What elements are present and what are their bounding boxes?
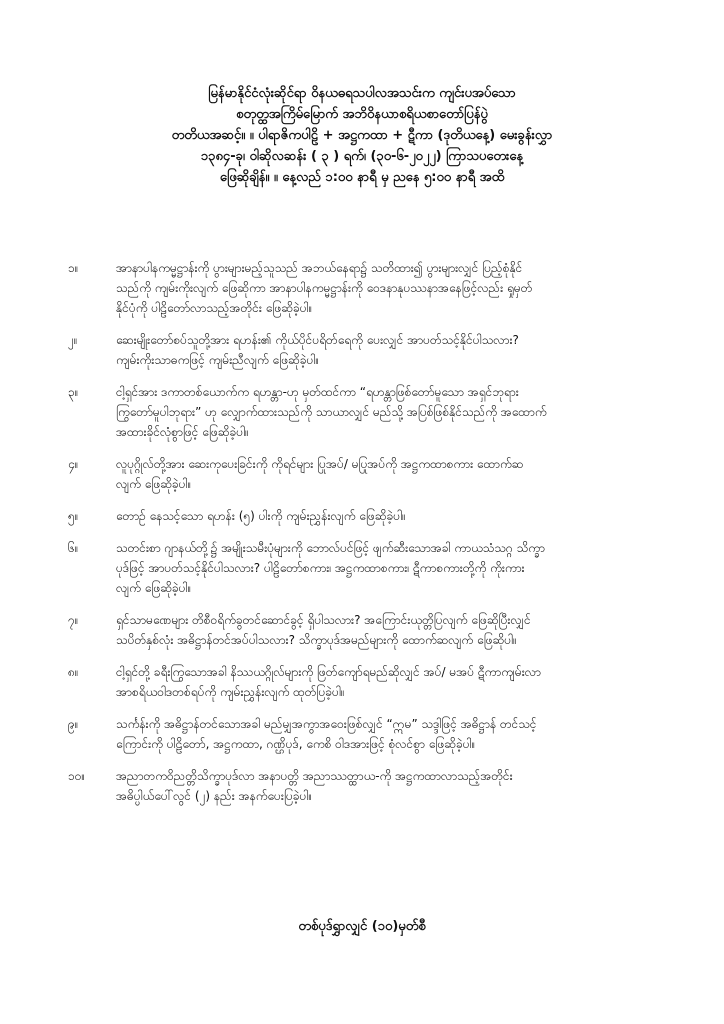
header-line-event: စတုတ္ထအကြိမ်မြောက် အဘိဝိနယာစရိယစာတော်ပြန်ပွဲ [236, 107, 488, 122]
header-line-date: ၁၃၈၄-ခု၊ ဝါဆိုလဆန်း ( ၃ ) ရက်၊ (၃၀-၆-၂၀၂၂) ကြာသပတေးနေ့ [200, 149, 524, 164]
question-item [0, 382, 724, 442]
question-line: အာစရိယဝါဒတစ်ရပ်ကို ကျမ်းညွှန်းလျက် ထုတ်ပြခဲ့ပါ။ [116, 685, 345, 699]
question-line: အဓိပ္ပါယ်ပေါ်လွင် (၂) နည်း အနက်ပေးပြခဲ့ပါ။ [116, 789, 313, 803]
question-number: ၉။ [68, 717, 79, 731]
question-text [116, 538, 656, 598]
question-item [0, 662, 724, 702]
question-item [0, 454, 724, 494]
question-item [0, 610, 724, 650]
question-number: ၁၀။ [68, 769, 86, 783]
question-line: ငါ့ရှင်အား ဒကာတစ်ယောက်က ရဟန္တာ-ဟု မှတ်ထင်ကာ “ရဟန္တာဖြစ်တော်မူသော အရှင်ဘုရား [116, 385, 519, 399]
question-text [116, 714, 656, 754]
question-number: ၈။ [68, 665, 79, 679]
question-line: သတင်းစာ ဂျာနယ်တို့၌ အမျိုးသမီးပုံများကို ဘောလ်ပင်ဖြင့် ဖျက်ဆီးသောအခါ ကာယသံသဂ္ဂ သိက္ခာ [116, 541, 545, 555]
question-line: ဆေးမျိုးတော်စပ်သူတို့အား ရဟန်း၏ ကိုယ်ပိုင်ပရိတ်ရေကို ပေးလျှင် အာပတ်သင့်နိုင်ပါသလား? [116, 333, 519, 347]
exam-header [0, 83, 724, 188]
question-line: အညာတကဝိညတ္တိသိက္ခာပုဒ်လာ အနာပတ္တိ အညာဿတ္ထာယ-ကို အဋ္ဌကထာလာသည့်အတိုင်း [116, 769, 513, 783]
question-line: သပိတ်နှစ်လုံး အဓိဋ္ဌာန်တင်အပ်ပါသလား? သိက္ခာပုဒ်အမည်များကို ထောက်ဆလျက် ဖြေဆိုပါ။ [116, 633, 517, 647]
header-line-organizer: မြန်မာနိုင်ငံလုံးဆိုင်ရာ ဝိနယဓရသပါလအသင်းက ကျင်းပအပ်သော [208, 86, 516, 101]
question-text [116, 506, 656, 526]
question-item [0, 258, 724, 318]
question-item [0, 506, 724, 526]
question-number: ၇။ [68, 613, 79, 627]
question-line: ကြောင်းကို ပါဠိတော်, အဋ္ဌကထာ, ဂဏ္ဌိပုဒ်, ကေစိ ဝါဒအားဖြင့် စုံလင်စွာ ဖြေဆိုခဲ့ပါ။ [116, 737, 476, 751]
question-text [116, 454, 656, 494]
question-text [116, 258, 656, 318]
question-line: လျက် ဖြေဆိုခဲ့ပါ။ [116, 477, 192, 491]
question-line: လူပုဂ္ဂိုလ်တို့အား ဆေးကုပေးခြင်းကို ကိုရင်များ ပြုအပ်/ မပြုအပ်ကို အဋ္ဌကထာစကား ထောက်ဆ [116, 457, 524, 471]
question-number: ၆။ [68, 541, 79, 555]
question-line: ငါ့ရှင်တို့ ခရီးကြွသောအခါ နိဿယဂ္ဂိုလ်များကို ဖြတ်ကျော်ရမည်ဆိုလျှင် အပ်/ မအပ် ဋီကာကျမ်းလာ [116, 665, 541, 679]
question-number: ၄။ [68, 457, 79, 471]
question-line: သည်ကို ကျမ်းကိုးလျက် ဖြေဆိုကာ အာနာပါနကမ္မဋ္ဌာန်းကို ဝေဒနာနုပဿနာအနေဖြင့်လည်း ရှုမှတ် [116, 281, 533, 295]
question-line: လျက် ဖြေဆိုခဲ့ပါ။ [116, 581, 192, 595]
question-number: ၅။ [68, 509, 79, 523]
question-line: ပုဒ်ဖြင့် အာပတ်သင့်နိုင်ပါသလား? ပါဠိတော်စကား၊ အဋ္ဌကထာစကား၊ ဋီကာစကားတို့ကို ကိုးကား [116, 561, 525, 575]
question-line: ကြွတော်မူပါဘုရား” ဟု လျှောက်ထားသည်ကို သာယာလျှင် မည်သို့ အပြစ်ဖြစ်နိုင်သည်ကို အထောက် [116, 405, 547, 419]
header-line-time: ဖြေဆိုချိန်။ ။ နေ့လည် ၁:၀၀ နာရီ မှ ညနေ ၅:၀၀ နာရီ အထိ [219, 170, 505, 185]
question-item [0, 330, 724, 370]
question-item [0, 766, 724, 806]
question-text [116, 766, 656, 806]
marks-note: တစ်ပုဒ်ရွှာလျှင် (၁၀)မှတ်စီ [298, 919, 426, 934]
question-text [116, 330, 656, 370]
question-line: အထားခိုင်လုံစွာဖြင့် ဖြေဆိုခဲ့ပါ။ [116, 425, 249, 439]
question-line: အာနာပါနကမ္မဋ္ဌာန်းကို ပွားများမည့်သူသည် အဘယ်နေရာ၌ သတိထား၍ ပွားများလျှင် ပြည့်စုံနိုင် [116, 261, 523, 275]
question-text [116, 662, 656, 702]
question-line: နိုင်ပုံကို ပါဠိတော်လာသည့်အတိုင်း ဖြေဆိုခဲ့ပါ။ [116, 301, 313, 315]
question-number: ၂။ [68, 333, 78, 347]
question-item [0, 714, 724, 754]
question-item [0, 538, 724, 598]
header-line-level-subject: တတိယအဆင့်။ ။ ပါရာဇိကပါဠိ + အဋ္ဌကထာ + ဋီကာ (ဒုတိယနေ့) မေးခွန်းလွှာ [171, 128, 553, 143]
question-line: သင်္ကန်းကို အဓိဋ္ဌာန်တင်သောအခါ မည်မျှအကွာအဝေးဖြစ်လျှင် “ဣမ” သဒ္ဒါဖြင့် အဓိဋ္ဌာန် တင်သင့် [116, 717, 537, 731]
question-line: တောဥ် နေသင့်သော ရဟန်း (၅) ပါးကို ကျမ်းညွှန်းလျက် ဖြေဆိုခဲ့ပါ။ [116, 509, 406, 523]
question-text [116, 382, 656, 442]
question-line: ရှင်သာမဏေများ တိစီဝရိက်ခွတင်ဆောင်ခွင့် ရှိပါသလား? အကြောင်းယုတ္တိပြလျက် ဖြေဆိုပြီးလျှင် [116, 613, 531, 627]
question-text [116, 610, 656, 650]
question-number: ၃။ [68, 385, 79, 399]
question-number: ၁။ [68, 261, 79, 275]
question-line: ကျမ်းကိုးသာဓကဖြင့် ကျမ်းညီလျက် ဖြေဆိုခဲ့ပါ။ [116, 353, 320, 367]
question-list [0, 258, 724, 818]
